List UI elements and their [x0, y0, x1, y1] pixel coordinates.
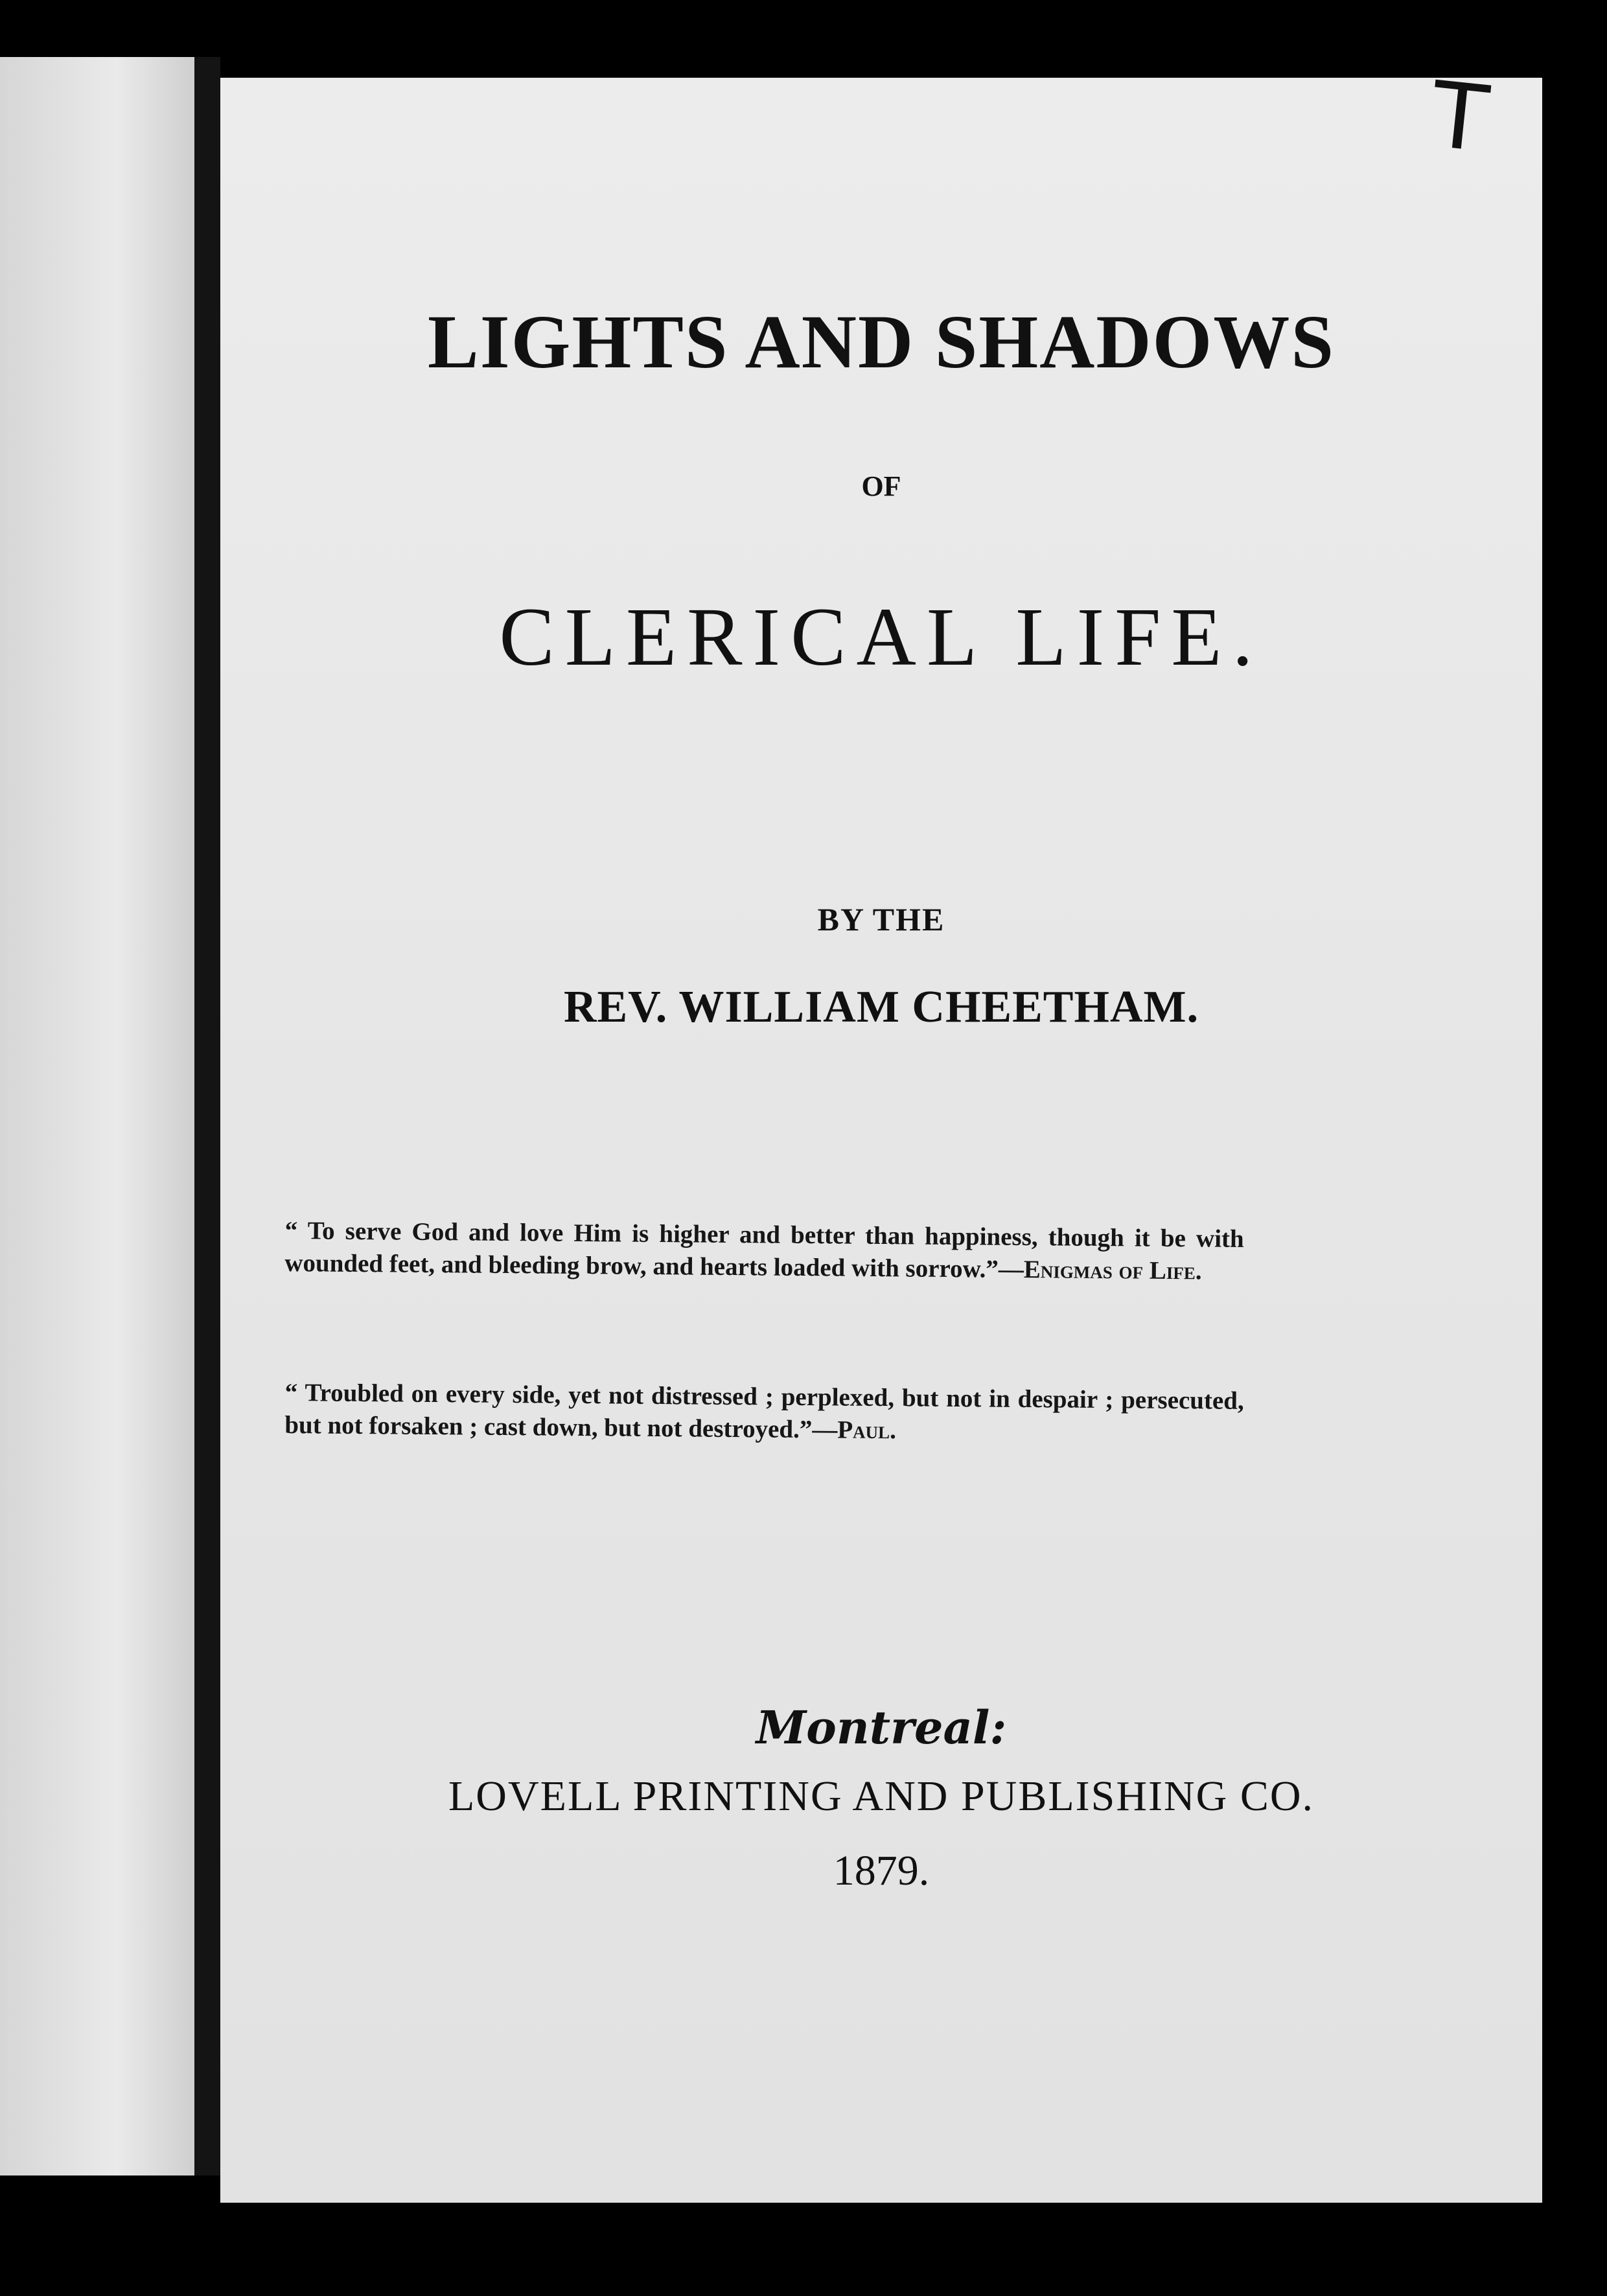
- imprint-city: Montreal:: [756, 1701, 1007, 1754]
- facing-page-surface: [0, 57, 194, 2175]
- title-line-1: LIGHTS AND SHADOWS: [428, 299, 1335, 384]
- epigraph-2: [284, 1377, 1244, 1450]
- title-line-2: CLERICAL LIFE.: [499, 591, 1264, 683]
- book-gutter: [194, 57, 220, 2175]
- author-name: REV. WILLIAM CHEETHAM.: [563, 982, 1199, 1032]
- epigraph-2-text: “ Troubled on every side, yet not distressed ; perplexed, but not in despair ; persecuted, but not forsaken ; cast down, but not destroyed.”—: [284, 1379, 1244, 1444]
- epigraph-2-source: Paul.: [837, 1416, 897, 1445]
- epigraph-1: [284, 1215, 1244, 1288]
- facing-page: [0, 57, 194, 2175]
- title-connector: OF: [861, 470, 901, 502]
- title-page: [220, 62, 1542, 2203]
- handwritten-mark: T: [1426, 62, 1493, 174]
- epigraph-1-source: Enigmas of Life.: [1023, 1255, 1202, 1285]
- epigraph-1-text: “ To serve God and love Him is higher and better than happiness, though it be with wounded feet, and bleeding brow, and hearts loaded with sorrow.”—: [284, 1216, 1244, 1283]
- byline: BY THE: [817, 901, 945, 937]
- imprint-publisher: LOVELL PRINTING AND PUBLISHING CO.: [448, 1773, 1315, 1820]
- imprint-year: 1879.: [833, 1847, 930, 1894]
